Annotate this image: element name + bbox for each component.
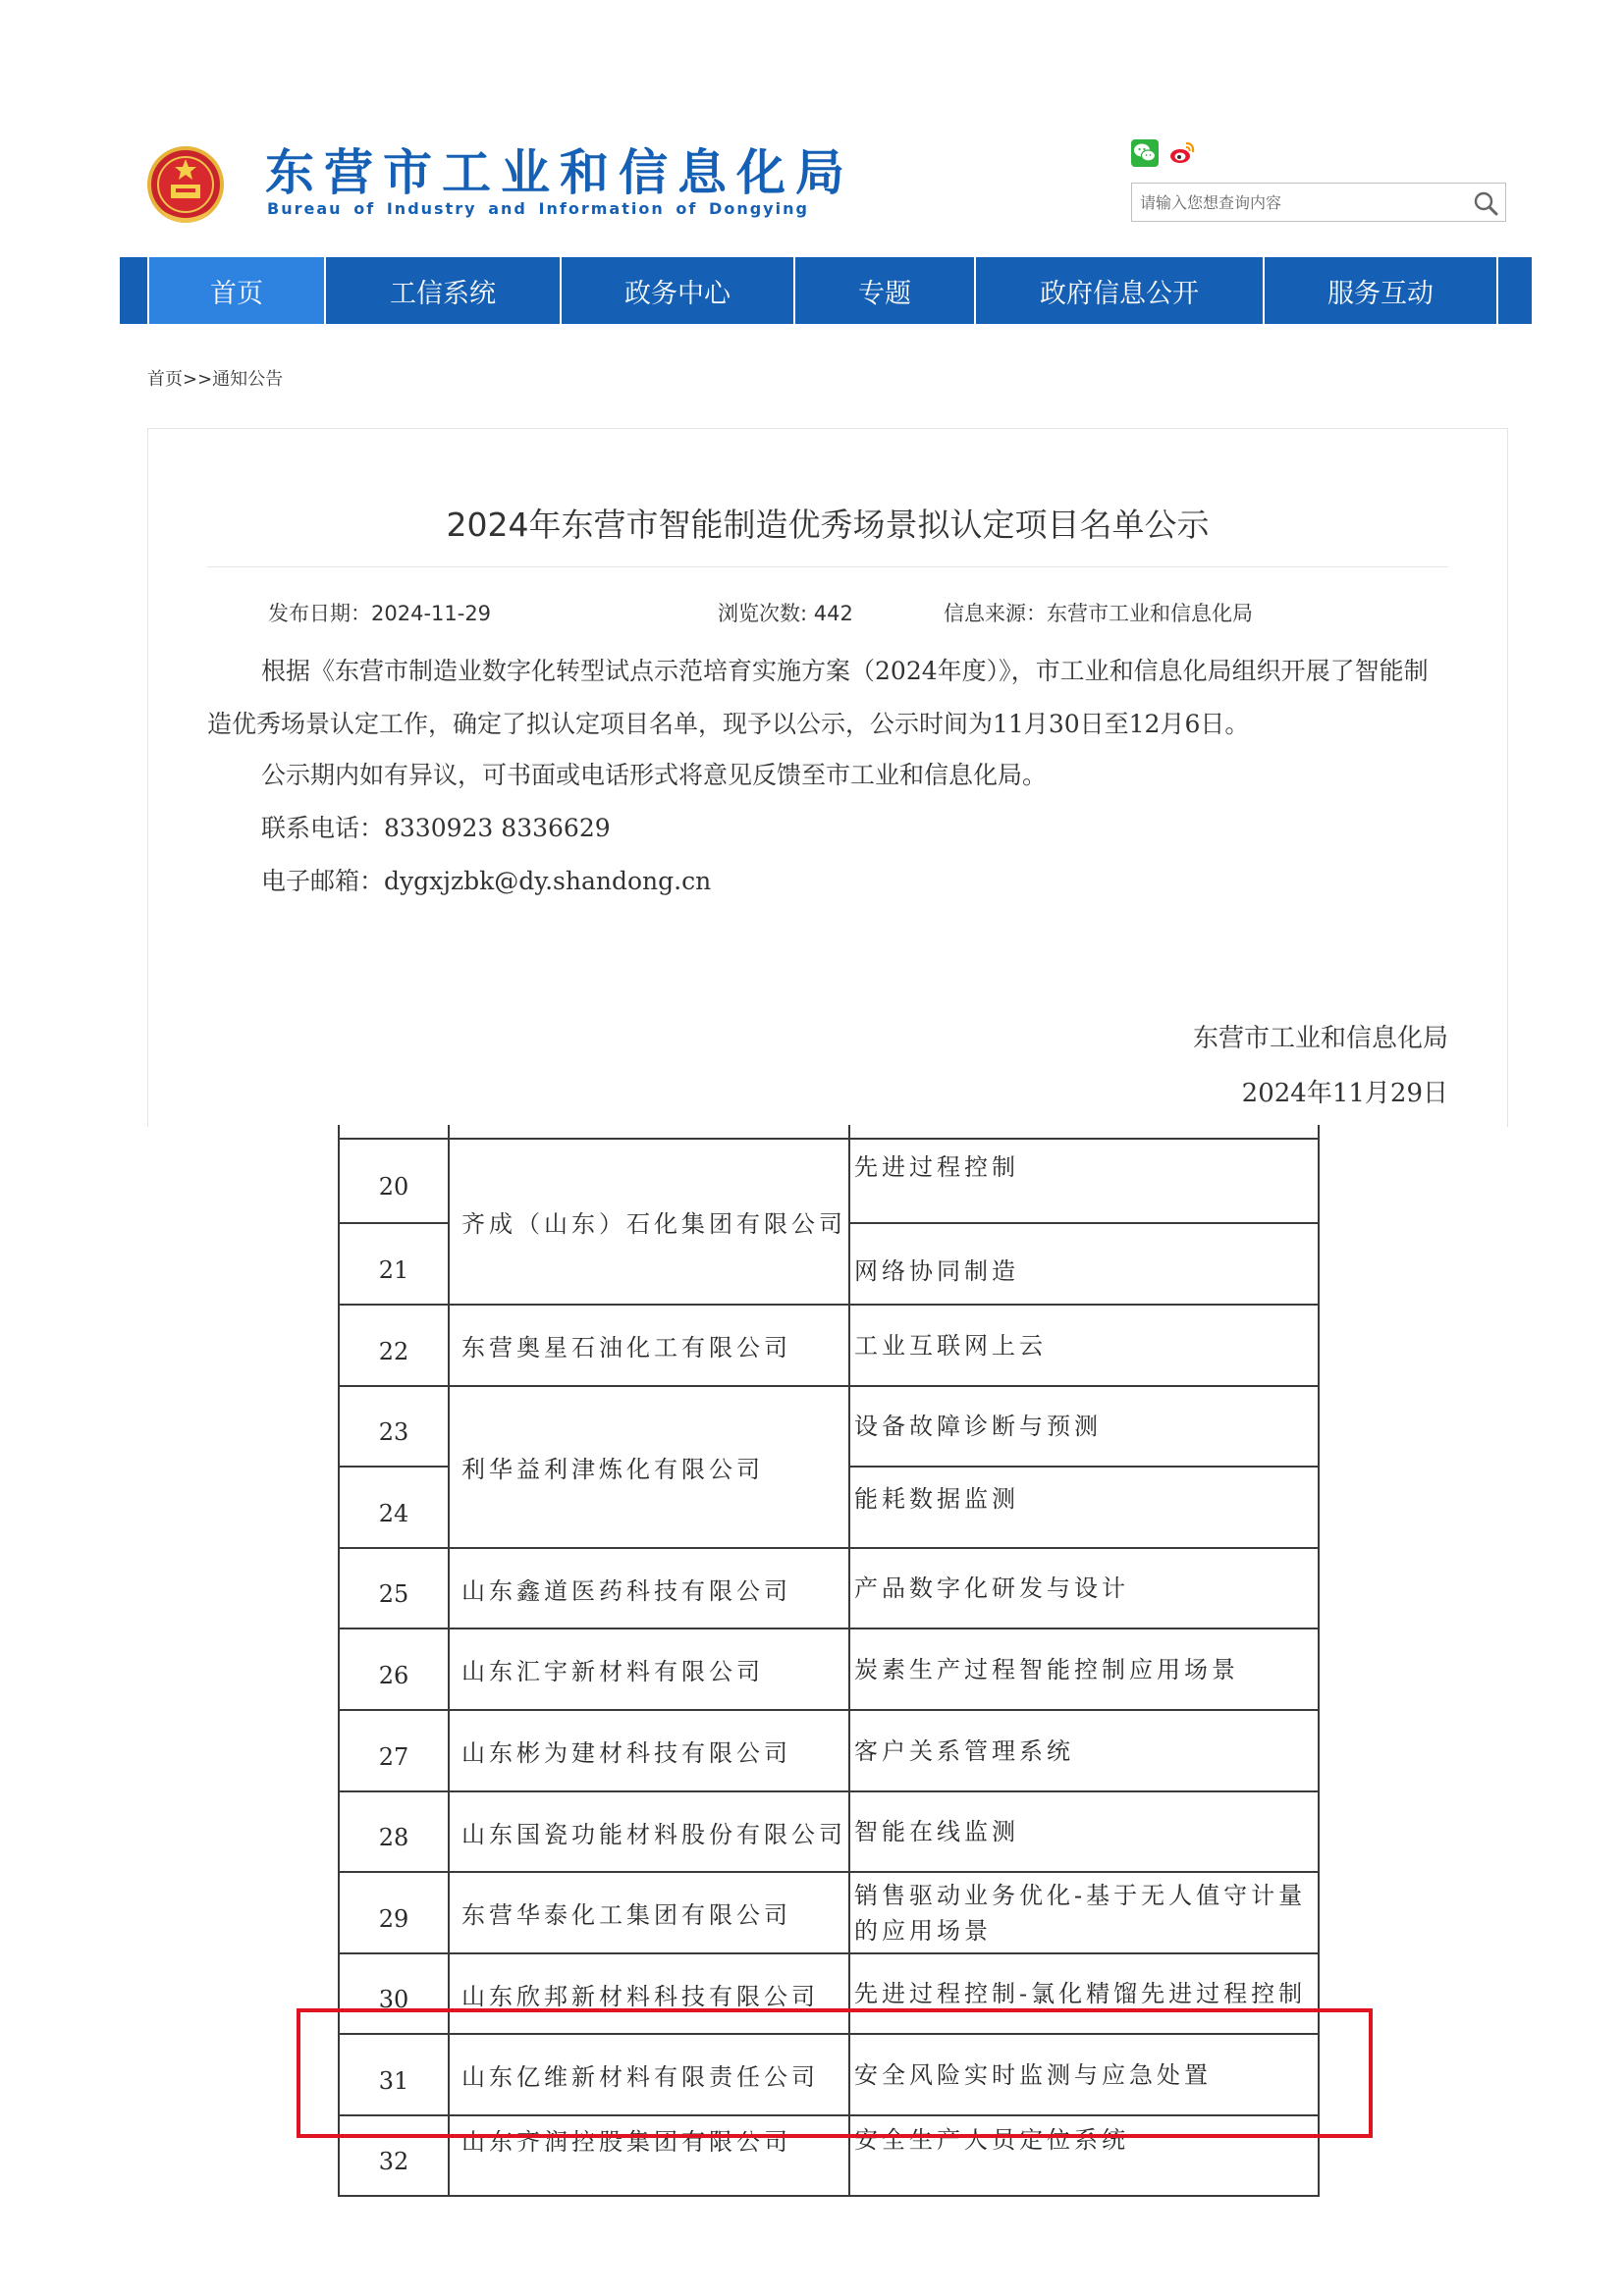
nav-item-industry-system[interactable]: 工信系统 [326, 257, 562, 324]
subtitle-word: Information [538, 199, 665, 218]
row-number: 26 [339, 1629, 449, 1710]
nav-item-info-disclosure[interactable]: 政府信息公开 [976, 257, 1265, 324]
article-panel [147, 428, 1508, 1127]
row-number: 22 [339, 1305, 449, 1386]
company-name: 利华益利津炼化有限公司 [449, 1386, 849, 1548]
subtitle-word: of [353, 199, 376, 218]
row-number: 30 [339, 1953, 449, 2034]
subtitle-word: Dongying [709, 199, 809, 218]
wechat-icon[interactable] [1131, 139, 1159, 167]
search-icon[interactable] [1472, 189, 1499, 217]
project-name: 销售驱动业务优化-基于无人值守计量的应用场景 [849, 1872, 1319, 1953]
row-number: 29 [339, 1872, 449, 1953]
company-name: 东营奥星石油化工有限公司 [449, 1305, 849, 1386]
company-name: 山东彬为建材科技有限公司 [449, 1710, 849, 1791]
contact-phone: 联系电话：8330923 8336629 [261, 814, 611, 842]
row-number: 23 [339, 1386, 449, 1467]
weibo-icon[interactable] [1168, 139, 1196, 167]
project-name: 智能在线监测 [849, 1791, 1319, 1872]
info-source: 信息来源：东营市工业和信息化局 [944, 602, 1253, 625]
subtitle-word: Bureau [267, 199, 343, 218]
signature-date: 2024年11月29日 [1241, 1079, 1448, 1108]
project-name: 工业互联网上云 [849, 1305, 1319, 1386]
project-name: 先进过程控制-氯化精馏先进过程控制 [849, 1953, 1319, 2034]
contact-email: 电子邮箱：dygxjzbk@dy.shandong.cn [261, 867, 712, 895]
row-number: 32 [339, 2115, 449, 2196]
article-paragraph: 根据《东营市制造业数字化转型试点示范培育实施方案（2024年度）》，市工业和信息化局组织开展了智能制造优秀场景认定工作，确定了拟认定项目名单，现予以公示，公示时间为11月30日至12月6日。 [207, 657, 1429, 738]
view-count: 浏览次数: 442 [718, 602, 853, 625]
project-name: 安全生产人员定位系统 [849, 2115, 1319, 2196]
row-number: 31 [339, 2034, 449, 2115]
company-name: 山东齐润控股集团有限公司 [449, 2115, 849, 2196]
project-name: 设备故障诊断与预测 [849, 1386, 1319, 1467]
search-box [1131, 183, 1506, 222]
highlight-box [297, 2008, 1373, 2138]
project-name: 能耗数据监测 [849, 1467, 1319, 1548]
company-name: 山东亿维新材料有限责任公司 [449, 2034, 849, 2115]
emblem-icon [147, 145, 224, 226]
subtitle-word: of [676, 199, 698, 218]
project-name: 网络协同制造 [849, 1223, 1319, 1305]
site-subtitle [267, 199, 809, 218]
signature-org: 东营市工业和信息化局 [1192, 1024, 1448, 1053]
row-number: 25 [339, 1548, 449, 1629]
breadcrumb[interactable]: 首页>>通知公告 [147, 369, 284, 390]
publish-date: 发布日期：2024-11-29 [268, 602, 492, 625]
project-name: 炭素生产过程智能控制应用场景 [849, 1629, 1319, 1710]
search-input[interactable] [1132, 184, 1456, 221]
company-name: 齐成（山东）石化集团有限公司 [449, 1139, 849, 1305]
project-name: 安全风险实时监测与应急处置 [849, 2034, 1319, 2115]
project-name: 先进过程控制 [849, 1139, 1319, 1223]
subtitle-word: Industry [386, 199, 477, 218]
row-number: 24 [339, 1467, 449, 1548]
subtitle-word: and [488, 199, 527, 218]
row-number: 28 [339, 1791, 449, 1872]
nav-item-service-interaction[interactable]: 服务互动 [1265, 257, 1498, 324]
nav-item-home[interactable]: 首页 [147, 257, 326, 324]
project-name: 客户关系管理系统 [849, 1710, 1319, 1791]
article-paragraph: 公示期内如有异议，可书面或电话形式将意见反馈至市工业和信息化局。 [261, 761, 1048, 789]
row-number: 27 [339, 1710, 449, 1791]
row-number: 21 [339, 1223, 449, 1305]
company-name: 山东国瓷功能材料股份有限公司 [449, 1791, 849, 1872]
article-title: 2024年东营市智能制造优秀场景拟认定项目名单公示 [446, 506, 1210, 544]
main-nav [120, 257, 1532, 324]
company-name: 东营华泰化工集团有限公司 [449, 1872, 849, 1953]
nav-item-government-center[interactable]: 政务中心 [562, 257, 795, 324]
row-number: 20 [339, 1139, 449, 1223]
company-name: 山东汇宇新材料有限公司 [449, 1629, 849, 1710]
nav-item-topics[interactable]: 专题 [795, 257, 976, 324]
title-divider [207, 566, 1448, 567]
project-name: 产品数字化研发与设计 [849, 1548, 1319, 1629]
company-name: 山东鑫道医药科技有限公司 [449, 1548, 849, 1629]
company-name: 山东欣邦新材料科技有限公司 [449, 1953, 849, 2034]
site-title: 东营市工业和信息化局 [265, 144, 854, 201]
social-links [1131, 139, 1196, 167]
